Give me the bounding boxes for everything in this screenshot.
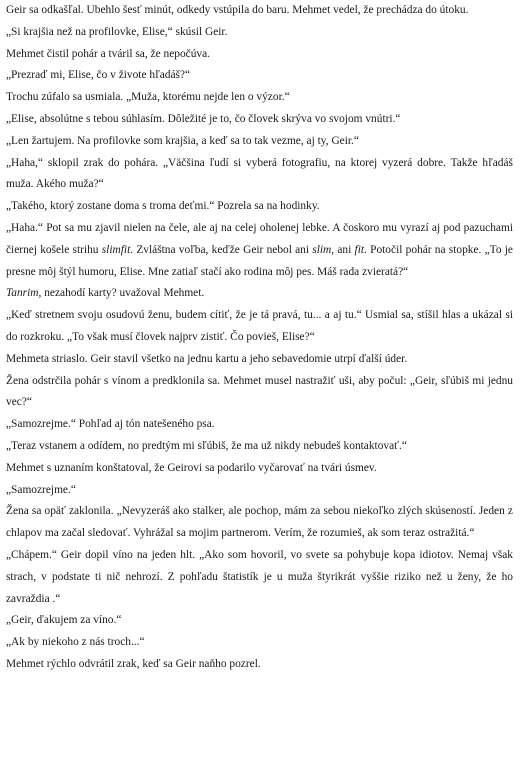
paragraph <box>6 283 513 305</box>
paragraph <box>6 610 513 632</box>
paragraph <box>6 458 513 480</box>
paragraph <box>6 87 513 109</box>
paragraph <box>6 654 513 676</box>
paragraph <box>6 349 513 371</box>
text-segment: „Chápem.“ Geir dopil víno na jeden hlt. „Ako som hovoril, vo svete sa pohybuje kopa idiotov. Nemaj však strach, v podstate ti nič nehrozí. Z pohľadu štatistík je u muža štyrikrát vyššie riziko než u ženy, že ho zavraždia .“ <box>6 548 513 605</box>
paragraph <box>6 153 513 197</box>
text-segment: „Takého, ktorý zostane doma s troma deťmi.“ Pozrela sa na hodinky. <box>6 200 320 213</box>
text-segment: Mehmeta striaslo. Geir stavil všetko na jednu kartu a jeho sebavedomie utrpí ďalší úder. <box>6 352 408 365</box>
paragraph <box>6 22 513 44</box>
text-segment: . Potočil pohár na stopke. „To je presne môj štýl humoru, Elise. Mne zatiaľ stačí ako rodina môj pes. Máš rada zvieratá?“ <box>6 243 513 278</box>
text-segment: „Keď stretnem svoju osudovú ženu, budem cítiť, že je tá pravá, tu... a aj tu.“ Usmial sa, stíšil hlas a ukázal si do rozkroku. „To však musí človek najprv zistiť. Čo povieš, Elise?“ <box>6 309 513 343</box>
text-segment: , nezahodí karty? uvažoval Mehmet. <box>38 287 205 300</box>
paragraph <box>6 0 513 22</box>
text-segment: „Len žartujem. Na profilovke som krajšia, a keď sa to tak vezme, aj ty, Geir.“ <box>6 134 359 147</box>
text-segment: Geir sa odkašľal. Ubehlo šesť minút, odkedy vstúpila do baru. Mehmet vedel, že prechádza do útoku. <box>6 4 469 16</box>
paragraph <box>6 480 513 502</box>
text-segment: Mehmet s uznaním konštatoval, že Geirovi sa podarilo vyčarovať na tvári úsmev. <box>6 461 377 474</box>
italic-text-segment: fit <box>354 243 365 256</box>
paragraph <box>6 196 513 218</box>
text-segment: „Elise, absolútne s tebou súhlasím. Dôležité je to, čo človek skrýva vo svojom vnútri.“ <box>6 112 401 125</box>
text-segment: , ani <box>331 243 355 256</box>
paragraph <box>6 44 513 66</box>
paragraph <box>6 436 513 458</box>
text-segment: „Teraz vstanem a odídem, no predtým mi sľúbiš, že ma už nikdy nebudeš kontaktovať.“ <box>6 439 407 452</box>
paragraph <box>6 305 513 349</box>
paragraph <box>6 109 513 131</box>
text-segment: „Prezraď mi, Elise, čo v živote hľadáš?“ <box>6 69 191 82</box>
italic-text-segment: slim <box>312 243 332 256</box>
text-segment: „Haha,“ sklopil zrak do pohára. „Väčšina ľudí si vyberá fotografiu, na ktorej vyzerá dobre. Takže hľadáš muža. Akého muža?“ <box>6 156 513 191</box>
paragraph <box>6 371 513 415</box>
text-segment: „Geir, ďakujem za víno.“ <box>6 614 122 627</box>
text-segment: . Zvláštna voľba, keďže Geir nebol ani <box>130 243 313 256</box>
paragraph <box>6 218 513 283</box>
text-segment: Mehmet čistil pohár a tváril sa, že nepočúva. <box>6 47 211 60</box>
italic-text-segment: Tanrim <box>6 287 39 300</box>
text-segment: „Haha.“ Pot sa mu zjavil nielen na čele, ale aj na celej oholenej lebke. A čoskoro mu vyrazí aj pod pazuchami čiernej košele strihu <box>6 221 513 256</box>
paragraph <box>6 545 513 610</box>
text-segment: „Samozrejme.“ Pohľad aj tón natešeného psa. <box>6 418 215 431</box>
paragraph <box>6 65 513 87</box>
text-segment: Žena odstrčila pohár s vínom a predklonila sa. Mehmet musel nastražiť uši, aby počul: „Geir, sľúbiš mi jednu vec?“ <box>6 374 513 409</box>
text-segment: „Si krajšia než na profilovke, Elise,“ skúsil Geir. <box>6 25 228 38</box>
text-segment: Trochu zúfalo sa usmiala. „Muža, ktorému nejde len o výzor.“ <box>6 91 290 104</box>
text-segment: Žena sa opäť zaklonila. „Nevyzeráš ako stalker, ale pochop, mám za sebou niekoľko zlých skúseností. Jeden z chlapov ma začal sledovať. Vyhrážal sa mojim partnerom. Verím, že rozumieš, ak som teraz ostražitá.“ <box>6 505 513 540</box>
paragraph <box>6 131 513 153</box>
paragraph <box>6 414 513 436</box>
paragraph <box>6 501 513 545</box>
text-segment: Mehmet rýchlo odvrátil zrak, keď sa Geir naňho pozrel. <box>6 657 261 670</box>
text-segment: „Samozrejme.“ <box>6 483 76 496</box>
text-segment: „Ak by niekoho z nás troch...“ <box>6 636 145 649</box>
italic-text-segment: slimfit <box>101 243 131 256</box>
paragraph <box>6 632 513 654</box>
